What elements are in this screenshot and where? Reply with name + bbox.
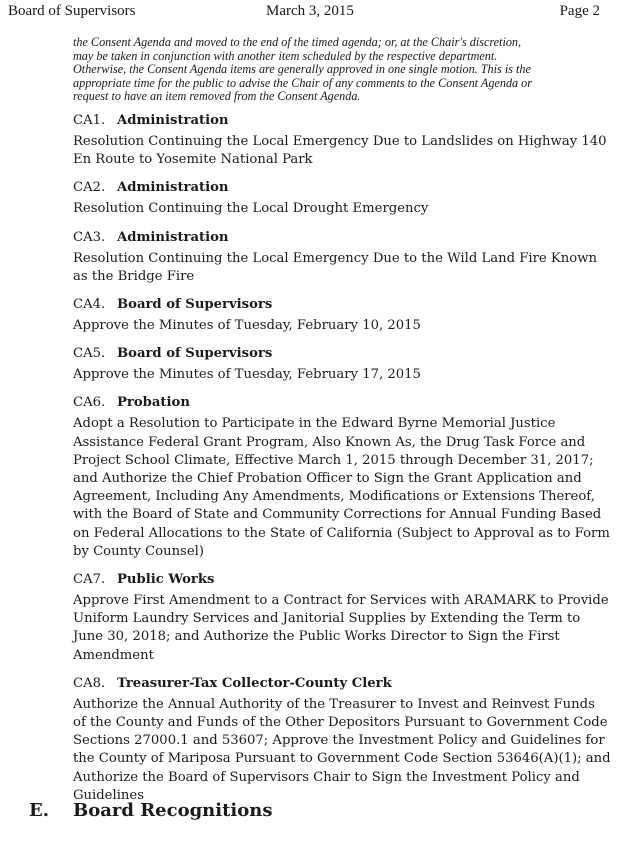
item-line: Approve First Amendment to a Contract for Services with ARAMARK to Provide [73, 593, 609, 609]
item-department: Treasurer-Tax Collector-County Clerk [117, 675, 392, 691]
item-department: Public Works [117, 572, 215, 588]
item-line: Authorize the Annual Authority of the Treasurer to Invest and Reinvest Funds [73, 696, 595, 712]
item-line: and Authorize the Chief Probation Officer to Sign the Grant Application and [73, 471, 582, 486]
consent-agenda-intro [73, 36, 601, 104]
item-line: Agreement, Including Any Amendments, Modifications or Extensions Thereof, [73, 489, 595, 505]
item-description [73, 592, 609, 665]
item-line: Project School Climate, Effective March 1, 2015 through December 31, 2017; [73, 452, 594, 468]
item-line: June 30, 2018; and Authorize the Public Works Director to Sign the First [73, 629, 560, 645]
item-line: Resolution Continuing the Local Drought Emergency [73, 201, 429, 217]
intro-line: the Consent Agenda and moved to the end of the timed agenda; or, at the Chair's discretion, [73, 35, 522, 49]
item-line: Sections 27000.1 and 53607; Approve the Investment Policy and Guidelines for [73, 733, 605, 749]
item-line: on Federal Allocations to the State of California (Subject to Approval as to Form [73, 525, 610, 541]
item-line: Assistance Federal Grant Program, Also Known As, the Drug Task Force and [73, 434, 586, 450]
intro-line: request to have an item removed from the Consent Agenda. [73, 89, 361, 104]
item-description [73, 200, 601, 218]
page-header [8, 3, 600, 21]
agenda-item-ca8 [73, 675, 611, 805]
agenda-item-ca3 [73, 229, 601, 286]
item-line: the County of Mariposa Pursuant to Government Code Section 53646(A)(1); and [73, 751, 611, 767]
item-number: CA8. [73, 675, 106, 691]
item-department: Board of Supervisors [117, 296, 273, 312]
intro-line: may be taken in conjunction with another item scheduled by the respective department. [73, 48, 498, 63]
item-department: Administration [117, 112, 229, 128]
agenda-item-ca4 [73, 296, 601, 335]
item-line: Approve the Minutes of Tuesday, February 10, 2015 [73, 317, 421, 333]
agenda-item-ca1 [73, 112, 607, 169]
item-line: by County Counsel) [73, 543, 204, 559]
item-line: with the Board of State and Community Corrections for Annual Funding Based [73, 507, 602, 523]
consent-agenda [73, 35, 611, 815]
agenda-item-ca5 [73, 345, 601, 384]
item-line: Resolution Continuing the Local Emergency Due to the Wild Land Fire Known [73, 250, 597, 266]
item-line: Authorize the Board of Supervisors Chair to Sign the Investment Policy and [73, 769, 580, 785]
item-line: Resolution Continuing the Local Emergency Due to Landslides on Highway 140 [73, 133, 607, 149]
header-page-number: Page 2 [559, 3, 600, 19]
intro-line: Otherwise, the Consent Agenda items are generally approved in one single motion. This is the [73, 62, 531, 77]
item-number: CA6. [73, 395, 106, 411]
item-line: Approve the Minutes of Tuesday, February 17, 2015 [73, 367, 421, 383]
item-line: Adopt a Resolution to Participate in the Edward Byrne Memorial Justice [73, 416, 556, 432]
item-department: Board of Supervisors [117, 346, 273, 362]
item-line: Guidelines [73, 787, 144, 803]
item-number: CA3. [73, 229, 106, 245]
item-line: as the Bridge Fire [73, 268, 195, 284]
section-heading [29, 800, 609, 821]
item-description [73, 250, 601, 286]
agenda-item-ca2 [73, 179, 601, 218]
item-department: Administration [117, 180, 229, 196]
header-date: March 3, 2015 [266, 3, 354, 19]
agenda-item-ca7 [73, 571, 609, 665]
item-line: Uniform Laundry Services and Janitorial Supplies by Extending the Term to [73, 611, 581, 627]
item-number: CA1. [73, 112, 106, 128]
item-department: Probation [117, 395, 190, 411]
header-board-name: Board of Supervisors [8, 3, 136, 19]
item-description [73, 317, 601, 335]
item-line: En Route to Yosemite National Park [73, 152, 313, 168]
item-number: CA7. [73, 572, 106, 588]
item-description [73, 366, 601, 384]
item-description [73, 415, 610, 561]
item-number: CA2. [73, 180, 106, 196]
item-description [73, 696, 611, 805]
item-line: of the County and Funds of the Other Depositors Pursuant to Government Code [73, 715, 608, 731]
item-number: CA4. [73, 296, 106, 312]
item-line: Amendment [73, 647, 154, 663]
item-number: CA5. [73, 346, 106, 362]
item-description [73, 133, 607, 169]
section-title: Board Recognitions [73, 800, 273, 821]
item-department: Administration [117, 229, 229, 245]
intro-line: appropriate time for the public to advise the Chair of any comments to the Consent Agenda or [73, 75, 533, 90]
agenda-item-ca6 [73, 394, 610, 561]
section-letter: E. [29, 800, 49, 821]
